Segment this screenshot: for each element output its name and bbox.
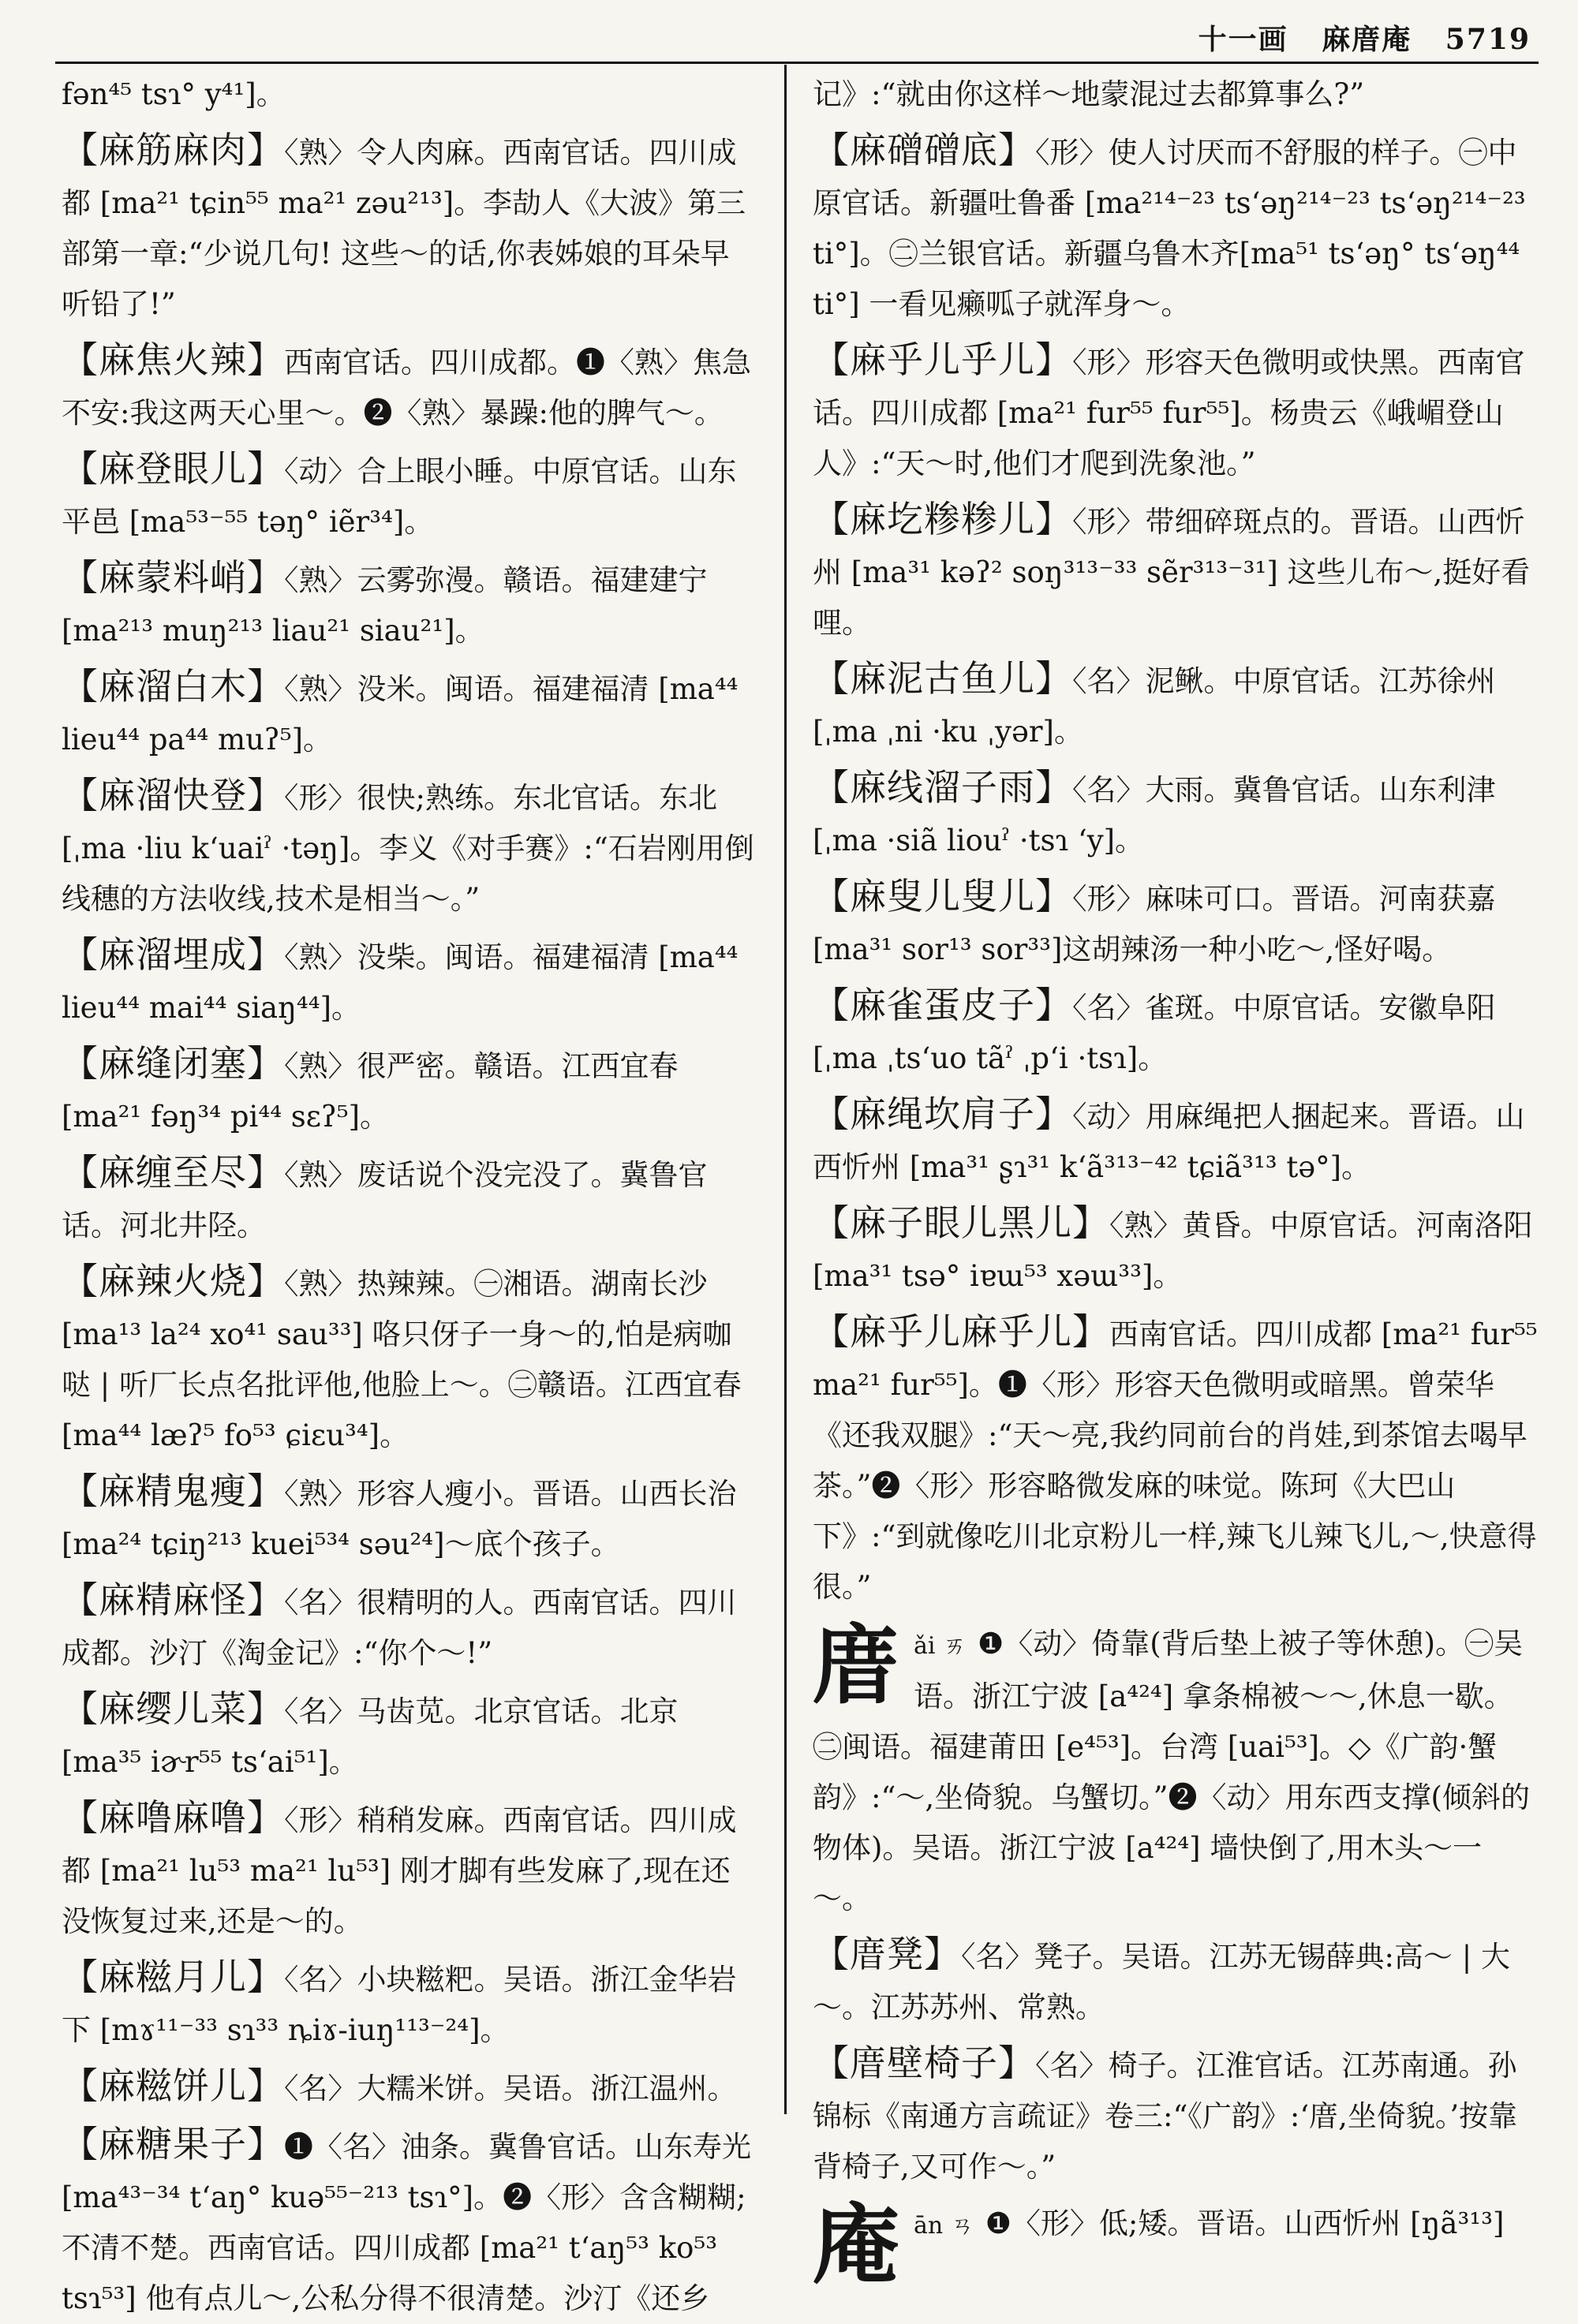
dictionary-entry [813, 1089, 1539, 1193]
dictionary-entry [813, 1306, 1539, 1612]
right-entry-list-2 [813, 1929, 1539, 2192]
character-pinyin: ān ㄢ [914, 2212, 974, 2240]
entry-headword: 【麻噜麻噜】 [62, 1796, 284, 1839]
dictionary-entry [813, 494, 1539, 648]
entry-definition: 〈形〉稍稍发麻。西南官话。四川成都 [ma²¹ lu⁵³ ma²¹ lu⁵³] 刚才脚有些发麻了,现在还没恢复过来,还是～的。 [62, 1803, 737, 1938]
entry-headword: 【庴壁椅子】 [813, 2042, 1035, 2084]
entry-definition: 〈熟〉热辣辣。㊀湘语。湖南长沙 [ma¹³ la²⁴ xo⁴¹ sau³³] 咯只伢子一身～的,怕是病咖哒 | 听厂长点名批评他,他脸上～。㊁赣语。江西宜春 [ma⁴⁴ læʔ⁵ fo⁵³ ɕiɛu³⁴]。 [62, 1267, 742, 1452]
dictionary-entry [62, 1466, 756, 1570]
entry-headword: 【麻精鬼瘦】 [62, 1470, 284, 1512]
dictionary-entry [813, 871, 1539, 975]
entry-headword: 【麻叟儿叟儿】 [813, 875, 1072, 917]
character-definition: ❶〈动〉倚靠(背后垫上被子等休憩)。㊀吴语。浙江宁波 [a⁴²⁴] 拿条棉被～～,休息一歇。㊁闽语。福建莆田 [e⁴⁵³]。台湾 [uai⁵³]。◇《广韵·蟹韵》:“～,坐倚貌。乌蟹切。”❷〈动〉用东西支撑(倾斜的物体)。吴语。浙江宁波 [a⁴²⁴] 墙快倒了,用木头～一～。 [813, 1627, 1530, 1915]
right-entry-list [813, 125, 1539, 1612]
right-char-list [813, 1614, 1539, 1924]
entry-definition: 〈名〉泥鳅。中原官话。江苏徐州[ˌma ˌni ·ku ˌyər]。 [813, 664, 1496, 749]
character-pinyin: ǎi ㄞ [914, 1632, 967, 1660]
entry-headword: 【麻绳坎肩子】 [813, 1093, 1072, 1135]
entry-headword: 【麻乎儿乎儿】 [813, 338, 1072, 381]
character-entry [813, 1614, 1539, 1924]
entry-definition: 〈形〉麻味可口。晋语。河南获嘉 [ma³¹ sor¹³ sor³³]这胡辣汤一种小吃～,怪好喝。 [813, 882, 1496, 966]
entry-definition: 〈熟〉很严密。赣语。江西宜春 [ma²¹ fəŋ³⁴ pi⁴⁴ sɛʔ⁵]。 [62, 1049, 679, 1134]
entry-definition: 〈熟〉废话说个没完没了。冀鲁官话。河北井陉。 [62, 1158, 708, 1242]
entry-headword: 【麻焦火辣】 [62, 338, 284, 381]
dictionary-entry [62, 770, 756, 925]
dictionary-entry [813, 653, 1539, 757]
entry-definition: 西南官话。四川成都。❶〈熟〉焦急不安:我这两天心里～。❷〈熟〉暴躁:他的脾气～。 [62, 346, 751, 430]
page-header [0, 0, 1578, 63]
left-entry-list [62, 125, 756, 2324]
header-rule [55, 62, 1539, 64]
entry-headword: 【麻圪糁糁儿】 [813, 498, 1072, 540]
entry-headword: 【麻子眼儿黑儿】 [813, 1201, 1109, 1244]
dictionary-entry [62, 929, 756, 1033]
entry-definition: 〈名〉椅子。江淮官话。江苏南通。孙锦标《南通方言疏证》卷三:“《广韵》:‘庴,坐倚貌。’按靠背椅子,又可作～。” [813, 2049, 1518, 2184]
entry-definition: 〈名〉雀斑。中原官话。安徽阜阳[ˌma ˌts‘uo tãˀ ˌp‘i ·tsɿ]。 [813, 991, 1496, 1075]
entry-definition: 〈形〉使人讨厌而不舒服的样子。㊀中原官话。新疆吐鲁番 [ma²¹⁴⁻²³ ts‘əŋ²¹⁴⁻²³ ts‘əŋ²¹⁴⁻²³ ti°]。㊁兰银官话。新疆乌鲁木齐[ma⁵¹ ts‘əŋ° ts‘əŋ⁴⁴ ti°] 一看见癞呱子就浑身～。 [813, 136, 1526, 321]
entry-headword: 【麻缨儿菜】 [62, 1687, 284, 1730]
character-headword: 庴 [813, 1614, 899, 1716]
entry-headword: 【麻雀蛋皮子】 [813, 984, 1072, 1026]
dictionary-entry [813, 334, 1539, 489]
entry-definition: 〈名〉很精明的人。西南官话。四川成都。沙汀《淘金记》:“你个～!” [62, 1586, 737, 1670]
entry-headword: 【麻溜白木】 [62, 665, 284, 708]
entry-headword: 【麻辣火烧】 [62, 1260, 284, 1302]
dictionary-entry [62, 2061, 756, 2114]
dictionary-entry [62, 661, 756, 765]
entry-headword: 【麻磳磳底】 [813, 129, 1035, 171]
entry-definition: 〈熟〉形容人瘦小。晋语。山西长治 [ma²⁴ tɕiŋ²¹³ kuei⁵³⁴ səu²⁴]～底个孩子。 [62, 1477, 737, 1561]
dictionary-entry [62, 125, 756, 330]
entry-headword: 【麻蒙料峭】 [62, 556, 284, 599]
entry-definition: 〈熟〉令人肉麻。西南官话。四川成都 [ma²¹ tɕin⁵⁵ ma²¹ zəu²¹³]。李劼人《大波》第三部第一章:“少说几句! 这些～的话,你表姊娘的耳朵早听铅了!” [62, 136, 746, 321]
entry-headword: 【麻溜埋成】 [62, 933, 284, 976]
entry-definition: 〈名〉大糯米饼。吴语。浙江温州。 [284, 2072, 737, 2105]
continuation-text: fən⁴⁵ tsɿ° y⁴¹]。 [62, 77, 286, 111]
header-text [1176, 17, 1531, 58]
entry-definition: 〈形〉形容天色微明或快黑。西南官话。四川成都 [ma²¹ fur⁵⁵ fur⁵⁵]。杨贵云《峨嵋登山人》:“天～时,他们才爬到洗象池。” [813, 346, 1525, 480]
entry-definition: 〈名〉马齿苋。北京官话。北京 [ma³⁵ iɚr⁵⁵ ts‘ai⁵¹]。 [62, 1694, 679, 1779]
entry-headword: 【麻线溜子雨】 [813, 766, 1072, 809]
dictionary-entry [62, 443, 756, 547]
entry-definition: 〈名〉凳子。吴语。江苏无锡薛典:高～ | 大～。江苏苏州、常熟。 [813, 1940, 1510, 2024]
entry-definition: 〈形〉很快;熟练。东北官话。东北[ˌma ·liu k‘uaiˀ ·təŋ]。李义《对手赛》:“石岩刚用倒线穗的方法收线,技术是相当～。” [62, 781, 754, 916]
entry-headword: 【麻糖果子】 [62, 2123, 284, 2165]
header-section: 十一画 [1198, 23, 1288, 56]
entry-definition: ❶〈名〉油条。冀鲁官话。山东寿光 [ma⁴³⁻³⁴ t‘aŋ° kuə⁵⁵⁻²¹³ tsɿ°]。❷〈形〉含含糊糊;不清不楚。西南官话。四川成都 [ma²¹ t‘aŋ⁵³ ko⁵³ tsɿ⁵³] 他有点儿～,公私分得不很清楚。沙汀《还乡 [62, 2130, 751, 2315]
entry-headword: 【麻乎儿麻乎儿】 [813, 1310, 1109, 1353]
header-chars: 麻庴庵 [1322, 23, 1412, 56]
entry-definition: 〈动〉用麻绳把人捆起来。晋语。山西忻州 [ma³¹ ʂɿ³¹ k‘ã³¹³⁻⁴² tɕiã³¹³ tə°]。 [813, 1100, 1525, 1184]
page-number: 5719 [1445, 23, 1531, 56]
left-column [62, 69, 756, 2315]
entry-headword: 【麻糍月儿】 [62, 1956, 284, 1998]
character-definition: ❶〈形〉低;矮。晋语。山西忻州 [ŋã³¹³] [985, 2206, 1505, 2240]
dictionary-entry [62, 1147, 756, 1251]
entry-definition: 〈熟〉云雾弥漫。赣语。福建建宁 [ma²¹³ muŋ²¹³ liau²¹ siau²¹]。 [62, 563, 708, 648]
dictionary-entry [62, 1038, 756, 1142]
entry-headword: 【麻糍饼儿】 [62, 2064, 284, 2107]
character-headword: 庵 [813, 2194, 899, 2296]
dictionary-entry [62, 2119, 756, 2324]
dictionary-entry [62, 552, 756, 656]
character-entry [813, 2194, 1539, 2296]
dictionary-entry [62, 1256, 756, 1461]
right-char-list-2 [813, 2194, 1539, 2296]
dictionary-entry [813, 1929, 1539, 2033]
entry-headword: 【麻缠至尽】 [62, 1151, 284, 1194]
dictionary-entry [62, 1952, 756, 2056]
right-column [813, 69, 1539, 2296]
entry-definition: 〈名〉小块糍粑。吴语。浙江金华岩下 [mɤ¹¹⁻³³ sɿ³³ ȵiɤ-iuŋ¹¹³⁻²⁴]。 [62, 1963, 737, 2047]
entry-headword: 【麻精麻怪】 [62, 1579, 284, 1621]
dictionary-entry [813, 125, 1539, 330]
column-divider [784, 65, 787, 2114]
entry-definition: 〈动〉合上眼小睡。中原官话。山东平邑 [ma⁵³⁻⁵⁵ təŋ° iẽr³⁴]。 [62, 454, 737, 539]
entry-headword: 【庴凳】 [813, 1933, 961, 1975]
entry-definition: 西南官话。四川成都 [ma²¹ fur⁵⁵ ma²¹ fur⁵⁵]。❶〈形〉形容天色微明或暗黑。曾荣华《还我双腿》:“天～亮,我约同前台的肖娃,到茶馆去喝早茶。”❷〈形〉形容略微发麻的味觉。陈珂《大巴山下》:“到就像吃川北京粉儿一样,辣飞儿辣飞儿,～,快意得很。” [813, 1317, 1538, 1604]
dictionary-entry [62, 1575, 756, 1679]
entry-headword: 【麻泥古鱼儿】 [813, 657, 1072, 700]
dictionary-entry [62, 1792, 756, 1947]
dictionary-entry [813, 980, 1539, 1084]
entry-definition: 〈熟〉没米。闽语。福建福清 [ma⁴⁴ lieu⁴⁴ pa⁴⁴ muʔ⁵]。 [62, 672, 739, 757]
dictionary-entry [813, 2038, 1539, 2192]
dictionary-entry [813, 1197, 1539, 1302]
entry-definition: 〈形〉带细碎斑点的。晋语。山西忻州 [ma³¹ kəʔ² soŋ³¹³⁻³³ sẽr³¹³⁻³¹] 这些儿布～,挺好看哩。 [813, 505, 1531, 640]
entry-headword: 【麻缝闭塞】 [62, 1042, 284, 1085]
continuation-text: 记》:“就由你这样～地蒙混过去都算事么?” [813, 77, 1365, 111]
entry-headword: 【麻登眼儿】 [62, 447, 284, 490]
entry-headword: 【麻溜快登】 [62, 774, 284, 816]
entry-definition: 〈熟〉没柴。闽语。福建福清 [ma⁴⁴ lieu⁴⁴ mai⁴⁴ siaŋ⁴⁴]。 [62, 940, 739, 1025]
dictionary-entry [813, 762, 1539, 866]
entry-headword: 【麻筋麻肉】 [62, 129, 284, 171]
dictionary-entry [62, 1683, 756, 1788]
dictionary-entry [62, 334, 756, 439]
entry-definition: 〈熟〉黄昏。中原官话。河南洛阳 [ma³¹ tsə° iɐɯ⁵³ xəɯ³³]。 [813, 1209, 1533, 1293]
entry-definition: 〈名〉大雨。冀鲁官话。山东利津[ˌma ·siã liouˀ ·tsɿ ‘y]。 [813, 773, 1496, 857]
